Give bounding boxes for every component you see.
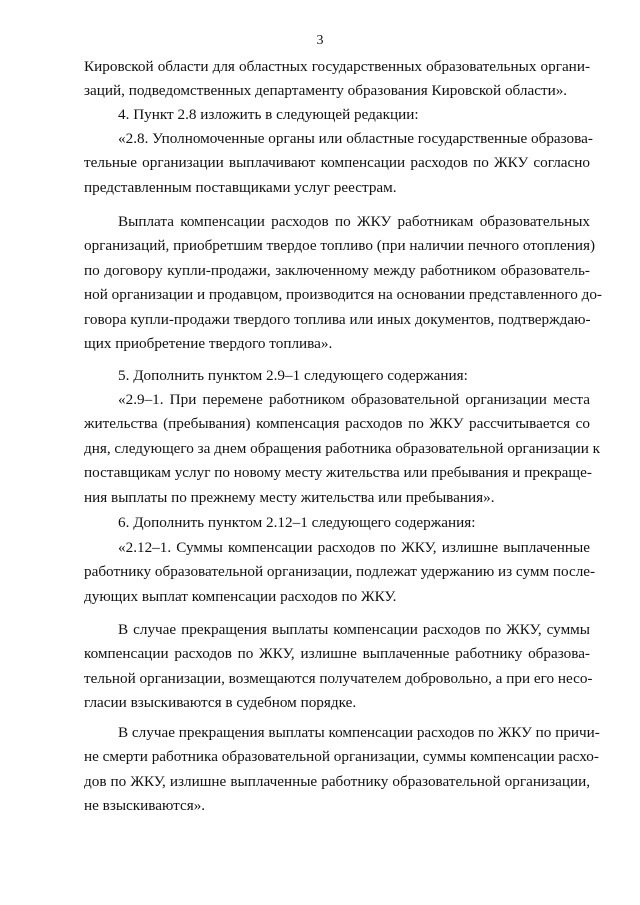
text-line: «2.8. Уполномоченные органы или областные государственные образова- (118, 130, 593, 147)
text-line: организаций, приобретшим твердое топливо (при наличии печного отопления) (84, 237, 596, 255)
text-line: представленным поставщиками услуг реестрам. (84, 178, 397, 196)
text-line: «2.12–1. Суммы компенсации расходов по ЖКУ, излишне выплаченные (118, 539, 590, 556)
text-line: В случае прекращения выплаты компенсации расходов по ЖКУ, суммы (118, 621, 590, 638)
text-line: Выплата компенсации расходов по ЖКУ работникам образовательных (118, 213, 590, 230)
text-line: щих приобретение твердого топлива». (84, 334, 333, 352)
paragraph (84, 536, 596, 609)
paragraph (84, 618, 593, 716)
text-line: ной организации и продавцом, производится на основании представленного до- (84, 286, 602, 304)
text-line: заций, подведомственных департаменту образования Кировской области». (84, 82, 568, 100)
text-line: 5. Дополнить пунктом 2.9–1 следующего содержания: (118, 367, 468, 384)
text-line: поставщикам услуг по новому месту жительства или пребывания и прекраще- (84, 464, 592, 482)
text-line: по договору купли-продажи, заключенному между работником образователь- (84, 261, 590, 279)
paragraph (84, 103, 590, 127)
text-line: не смерти работника образовательной организации, суммы компенсации расхо- (84, 748, 599, 766)
text-line: дов по ЖКУ, излишне выплаченные работнику образовательной организации, (84, 772, 590, 790)
text-line: не взыскиваются». (84, 797, 206, 815)
text-line: 4. Пункт 2.8 изложить в следующей редакции: (118, 106, 419, 123)
text-line: тельные организации выплачивают компенсации расходов по ЖКУ согласно (84, 154, 590, 172)
text-line: Кировской области для областных государственных образовательных органи- (84, 58, 590, 75)
paragraph (84, 388, 601, 510)
text-line: 6. Дополнить пунктом 2.12–1 следующего содержания: (118, 514, 476, 531)
text-line: жительства (пребывания) компенсация расходов по ЖКУ рассчитывается со (84, 415, 590, 433)
paragraph (84, 511, 590, 535)
text-line: компенсации расходов по ЖКУ, излишне выплаченные работнику образова- (84, 645, 590, 663)
text-line: дующих выплат компенсации расходов по ЖКУ. (84, 587, 397, 605)
text-line: тельной организации, возмещаются получателем добровольно, а при его несо- (84, 669, 593, 687)
paragraph (84, 55, 590, 104)
paragraph (84, 127, 593, 200)
text-line: «2.9–1. При перемене работником образовательной организации места (118, 391, 590, 408)
text-line: работнику образовательной организации, подлежат удержанию из сумм после- (84, 563, 596, 581)
paragraph (84, 364, 590, 388)
text-line: говора купли-продажи твердого топлива или иных документов, подтверждаю- (84, 310, 591, 328)
text-line: ния выплаты по прежнему месту жительства или пребывания». (84, 488, 495, 506)
text-line: В случае прекращения выплаты компенсации расходов по ЖКУ по причи- (118, 724, 600, 741)
paragraph (84, 721, 600, 819)
text-line: гласии взыскиваются в судебном порядке. (84, 694, 357, 712)
text-line: дня, следующего за днем обращения работника образовательной организации к (84, 439, 601, 457)
paragraph (84, 210, 602, 356)
page-number: 3 (316, 33, 324, 48)
